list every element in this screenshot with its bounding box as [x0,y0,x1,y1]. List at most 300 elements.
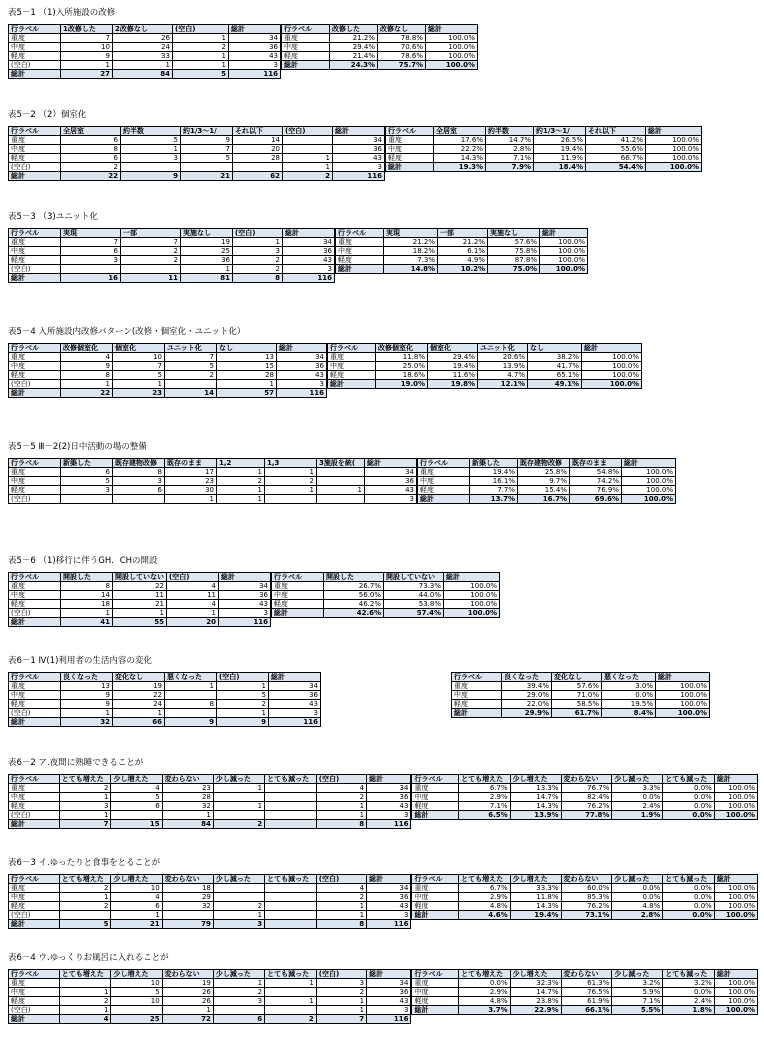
data-row-cell: 6.7% [459,784,511,793]
data-row-cell: 34 [277,353,327,362]
data-row-cell: 1 [316,802,366,811]
data-row-cell: 19 [113,682,165,691]
data-row [412,902,758,911]
data-row-cell: 1 [113,380,165,389]
data-row-cell: 100.0% [714,884,757,893]
data-row-cell: 100.0% [714,793,757,802]
data-row-cell [213,893,264,902]
data-row-cell [111,1006,162,1015]
data-row-cell: 中度 [9,43,61,52]
header-row-cell: 少し増えた [510,775,561,784]
data-row [9,256,335,265]
data-row-cell: 1 [265,486,317,495]
data-row-cell: 中度 [328,362,376,371]
data-row-cell: 15.4% [518,486,570,495]
data-row-cell: 87.8% [488,256,540,265]
data-row-cell [283,145,333,154]
data-row-cell: 100.0% [714,902,757,911]
data-row-cell: 重度 [418,468,470,477]
header-row-cell: 実現 [384,229,438,238]
section-caption: 表5－4 入所施設内改修パターン(改修・個室化・ユニット化） [8,327,246,337]
header-row-cell: 実施なし [181,229,233,238]
total-row-cell: 100.0% [444,609,500,618]
total-row-cell: 19.4% [510,911,561,920]
data-row-cell: 軽度 [272,600,324,609]
section-caption: 表6－2 ア.夜間に熟睡できることが [8,758,144,768]
total-row-cell: 5 [173,70,229,79]
total-row-cell: 75.0% [488,265,540,274]
data-row-cell [283,136,333,145]
data-row-cell: 65.1% [528,371,582,380]
header-row-cell: 変わらない [162,970,213,979]
data-row-cell: 1 [181,265,233,274]
data-row-cell: 32.3% [510,979,561,988]
data-row-cell: 5 [165,362,217,371]
data-row-cell: 3 [113,477,165,486]
header-row-cell: とても減った [265,970,317,979]
data-row-cell: 2 [316,793,366,802]
data-row-cell: 1 [173,52,229,61]
data-row-cell: 1 [173,34,229,43]
header-row-cell: とても増えた [459,875,511,884]
header-row-cell: とても増えた [59,875,111,884]
data-row-cell: 4 [167,582,219,591]
data-row-cell: 2 [213,988,264,997]
table-section [8,110,758,181]
data-row-cell: 7 [61,34,113,43]
data-row-cell: 軽度 [9,486,61,495]
data-row [9,1006,411,1015]
header-row-cell: 変わらない [162,875,213,884]
data-row-cell: 19 [162,979,213,988]
data-row-cell: 0.0% [663,893,715,902]
data-row-cell: 11 [167,591,219,600]
data-row-cell: 0.0% [612,893,663,902]
data-row-cell: 61.9% [561,997,612,1006]
total-row-cell: 2 [213,820,264,829]
data-row [9,911,411,920]
header-row-cell: 総計 [283,229,335,238]
data-row [412,884,758,893]
total-row-cell: 100.0% [714,911,757,920]
data-row-cell: 4 [61,353,113,362]
header-row-cell: 行ラベル [282,25,330,34]
total-row-cell: 23 [113,389,165,398]
total-row-cell: 116 [283,274,335,283]
data-row-cell: 3 [283,265,335,274]
left-pivot-table [8,874,411,929]
data-row-cell: 重度 [9,468,61,477]
header-row-cell: 3施設を統( [317,459,365,468]
data-row-cell: 78.8% [378,34,426,43]
total-row-cell: 116 [277,389,327,398]
total-row [9,70,281,79]
data-row-cell: 中度 [336,247,384,256]
total-row-cell: 総計 [328,380,376,389]
table-section [8,556,758,627]
data-row-cell: 19.4% [428,362,478,371]
data-row-cell: 2.8% [486,145,534,154]
data-row [418,477,676,486]
total-row-cell: 8 [316,920,366,929]
data-row-cell: 14.3% [510,902,561,911]
data-row-cell: (空白) [9,1006,60,1015]
data-row-cell: 76.5% [561,988,612,997]
data-row [9,495,417,504]
data-row-cell: 17.6% [434,136,486,145]
data-row [9,34,281,43]
data-row-cell: (空白) [9,495,61,504]
data-row-cell: 100.0% [540,247,588,256]
data-row-cell: 85.3% [561,893,612,902]
data-row-cell: 56.0% [324,591,384,600]
header-row-cell: 行ラベル [9,459,61,468]
data-row-cell: 34 [333,136,385,145]
data-row [9,582,271,591]
data-row-cell: 重度 [452,682,502,691]
header-row [9,775,411,784]
data-row-cell: 7.1% [486,154,534,163]
data-row-cell [265,902,317,911]
data-row-cell: 24 [113,700,165,709]
header-row-cell: 総計 [365,459,417,468]
data-row-cell [213,884,264,893]
header-row-cell: それ以下 [586,127,646,136]
header-row [412,775,758,784]
total-row-cell: 8 [233,274,283,283]
data-row [9,802,411,811]
data-row-cell [265,1006,317,1015]
total-row-cell: 18.4% [534,163,586,172]
data-row-cell [265,793,317,802]
data-row-cell [61,265,121,274]
data-row-cell: 22 [113,582,167,591]
header-row-cell: 個室化 [428,344,478,353]
data-row-cell: 10 [113,353,165,362]
data-row-cell: 1 [59,988,111,997]
data-row-cell: 軽度 [452,700,502,709]
data-row-cell: 20 [233,145,283,154]
data-row-cell [265,911,317,920]
header-row-cell: 全居室 [61,127,121,136]
header-row-cell: 総計 [219,573,271,582]
right-pivot-table [385,126,754,172]
data-row [9,145,385,154]
header-row-cell: 約半数 [121,127,181,136]
total-row-cell: 総計 [9,70,61,79]
data-row-cell: 32 [162,802,213,811]
data-row-cell: 43 [277,371,327,380]
header-row-cell: 少し増えた [111,970,162,979]
data-row-cell: 3 [277,380,327,389]
header-row-cell: 総計 [656,673,710,682]
data-row-cell: 21 [113,600,167,609]
header-row-cell: 総計 [277,344,327,353]
data-row-cell: 重度 [9,979,60,988]
data-row-cell: 41.2% [586,136,646,145]
total-row [272,609,500,618]
header-row-cell: 変わらない [162,775,213,784]
data-row-cell: 5 [61,477,113,486]
data-row-cell: 34 [229,34,281,43]
total-row-cell: 24.3% [330,61,378,70]
total-row-cell: 19.0% [376,380,428,389]
header-row-cell: 総計 [714,875,757,884]
data-row-cell: 中度 [412,793,459,802]
data-row-cell: 25 [181,247,233,256]
header-row-cell: 総計 [540,229,588,238]
data-row-cell: 13 [61,682,113,691]
data-row-cell: 82.4% [561,793,612,802]
section-caption: 表6－1 Ⅳ(1)利用者の生活内容の変化 [8,656,152,666]
data-row-cell: 66.7% [586,154,646,163]
data-row-cell: 1 [61,380,113,389]
data-row-cell: 36 [367,893,411,902]
section-caption: 表6－4 ウ.ゆっくりお風呂に入れることが [8,953,169,963]
data-row-cell: 2 [59,784,111,793]
data-row-cell: 1 [113,709,165,718]
header-row-cell: 総計 [229,25,281,34]
data-row-cell: 軽度 [336,256,384,265]
data-row-cell: 22 [113,691,165,700]
data-row-cell: 11.6% [428,371,478,380]
data-row-cell: 19.5% [602,700,656,709]
data-row-cell: 43 [283,256,335,265]
data-row-cell: 5 [217,691,269,700]
data-row-cell: 3 [61,256,121,265]
data-row-cell: 4 [316,884,366,893]
data-row-cell: 3 [367,1006,411,1015]
data-row [9,477,417,486]
data-row-cell: 1 [111,911,162,920]
header-row-cell: 行ラベル [328,344,376,353]
total-row-cell: 22 [61,389,113,398]
total-row-cell: 0.0% [663,811,715,820]
data-row-cell: 100.0% [582,362,642,371]
data-row-cell: 55.6% [586,145,646,154]
header-row-cell: 総計 [444,573,500,582]
data-row [9,136,385,145]
header-row [9,25,281,34]
data-row-cell: 中度 [9,477,61,486]
data-row-cell: 5 [113,371,165,380]
data-row-cell: 重度 [9,238,61,247]
header-row-cell: 約半数 [486,127,534,136]
data-row [9,997,411,1006]
data-row-cell: 2.9% [459,793,511,802]
header-row-cell: 総計 [269,673,321,682]
data-row-cell [181,163,233,172]
header-row-cell: 実施なし [488,229,540,238]
data-row-cell: 3 [59,802,111,811]
total-row-cell: 12.1% [478,380,528,389]
data-row-cell: 9 [181,136,233,145]
data-row-cell: 38.2% [528,353,582,362]
data-row-cell: 0.0% [459,979,511,988]
header-row [9,459,417,468]
data-row-cell: 22.0% [502,700,552,709]
data-row-cell: 29.0% [502,691,552,700]
total-row-cell: 27 [61,70,113,79]
data-row-cell: 16.1% [470,477,518,486]
data-row-cell: 中度 [412,893,459,902]
total-row-cell: 総計 [9,274,61,283]
data-row-cell: 3 [316,979,366,988]
data-row-cell: 重度 [9,136,61,145]
data-row [9,784,411,793]
header-row [272,573,500,582]
data-row-cell: 軽度 [9,997,60,1006]
data-row-cell: 34 [269,682,321,691]
data-row-cell: 100.0% [426,43,478,52]
data-row-cell [121,163,181,172]
header-row [9,875,411,884]
data-row-cell: 100.0% [582,371,642,380]
data-row [386,154,754,163]
header-row [9,229,335,238]
data-row-cell: 3 [121,154,181,163]
header-row-cell: ユニット化 [478,344,528,353]
data-row-cell: 1 [217,682,269,691]
total-row-cell: 8.4% [602,709,656,718]
header-row [418,459,676,468]
data-row-cell: 76.7% [561,784,612,793]
data-row-cell: 1 [61,61,113,70]
data-row-cell: 4 [111,784,162,793]
data-row-cell: 34 [283,238,335,247]
data-row [9,700,321,709]
data-row-cell: 43 [269,700,321,709]
header-row-cell: 良くなった [502,673,552,682]
data-row-cell: 100.0% [714,784,757,793]
data-row-cell: 3 [213,997,264,1006]
data-row [328,353,694,362]
total-row-cell: 55 [113,618,167,627]
header-row-cell: 行ラベル [9,25,61,34]
header-row-cell: 約1/3～1/ [181,127,233,136]
data-row [272,600,500,609]
total-row [9,389,327,398]
data-row-cell: 57.6% [552,682,602,691]
data-row-cell: 3 [233,247,283,256]
data-row-cell: 43 [367,997,411,1006]
header-row-cell: とても減った [663,875,715,884]
data-row-cell: 7.1% [612,997,663,1006]
data-row-cell: 100.0% [622,468,676,477]
total-row-cell: 5.5% [612,1006,663,1015]
total-row-cell: 総計 [9,718,61,727]
header-row-cell: 少し減った [213,970,264,979]
total-row-cell: 1.8% [663,1006,715,1015]
data-row-cell: 1 [316,811,366,820]
header-row-cell: 悪くなった [165,673,217,682]
data-row-cell: 2 [121,256,181,265]
data-row-cell: 1 [59,1006,111,1015]
data-row-cell: 39.4% [502,682,552,691]
total-row-cell: 4 [59,1015,111,1024]
table-section [8,953,758,1024]
data-row-cell: 0.0% [663,988,715,997]
data-row-cell: 33 [113,52,173,61]
data-row-cell: 4.7% [478,371,528,380]
total-row [9,820,411,829]
data-row-cell: (空白) [9,163,61,172]
total-row-cell: 総計 [452,709,502,718]
header-row-cell: 変わらない [561,775,612,784]
data-row-cell: 71.0% [552,691,602,700]
data-row-cell: 29 [162,893,213,902]
data-row-cell: 58.5% [552,700,602,709]
total-row-cell: 総計 [9,920,60,929]
data-row [9,380,327,389]
total-row [9,718,321,727]
data-row-cell [317,495,365,504]
data-row-cell: 1 [213,784,264,793]
data-row-cell: 33.3% [510,884,561,893]
data-row-cell: 7.7% [470,486,518,495]
data-row-cell: 4.8% [459,997,511,1006]
data-row-cell: 13.3% [510,784,561,793]
data-row-cell: 重度 [9,582,61,591]
header-row-cell: 行ラベル [452,673,502,682]
total-row-cell: 116 [367,1015,411,1024]
data-row-cell: 100.0% [646,145,702,154]
data-row-cell: 4 [111,893,162,902]
total-row-cell: 19.3% [434,163,486,172]
left-pivot-table [8,969,411,1024]
header-row-cell: 総計 [367,775,411,784]
data-row-cell [213,793,264,802]
total-row [412,1006,758,1015]
header-row [336,229,640,238]
data-row [272,582,500,591]
data-row-cell [233,163,283,172]
section-caption: 表5－3 （3)ユニット化 [8,212,98,222]
data-row-cell: 4.8% [612,902,663,911]
data-row-cell: 46.2% [324,600,384,609]
header-row-cell: 行ラベル [418,459,470,468]
data-row-cell: 1 [233,238,283,247]
data-row-cell: 61.3% [561,979,612,988]
header-row-cell: 総計 [367,875,411,884]
header-row [9,127,385,136]
data-row-cell: 重度 [9,353,61,362]
total-row-cell: 4.6% [459,911,511,920]
header-row-cell: (空白) [233,229,283,238]
data-row-cell: 中度 [9,988,60,997]
header-row [412,875,758,884]
data-row-cell: 軽度 [412,997,459,1006]
header-row-cell: (空白) [316,875,366,884]
data-row-cell: 7.3% [384,256,438,265]
data-row-cell: 75.8% [488,247,540,256]
total-row-cell: 49.1% [528,380,582,389]
table-section [8,327,758,398]
data-row-cell: 36 [229,43,281,52]
data-row-cell: 重度 [9,34,61,43]
data-row [9,988,411,997]
data-row-cell: 3.0% [602,682,656,691]
header-row-cell: 変化なし [552,673,602,682]
data-row-cell: 11.8% [376,353,428,362]
data-row-cell: 60.0% [561,884,612,893]
data-row-cell [111,811,162,820]
total-row-cell: 0.0% [663,911,715,920]
data-row-cell [162,911,213,920]
data-row [9,362,327,371]
data-row-cell: 10 [111,979,162,988]
total-row-cell: 7 [316,1015,366,1024]
